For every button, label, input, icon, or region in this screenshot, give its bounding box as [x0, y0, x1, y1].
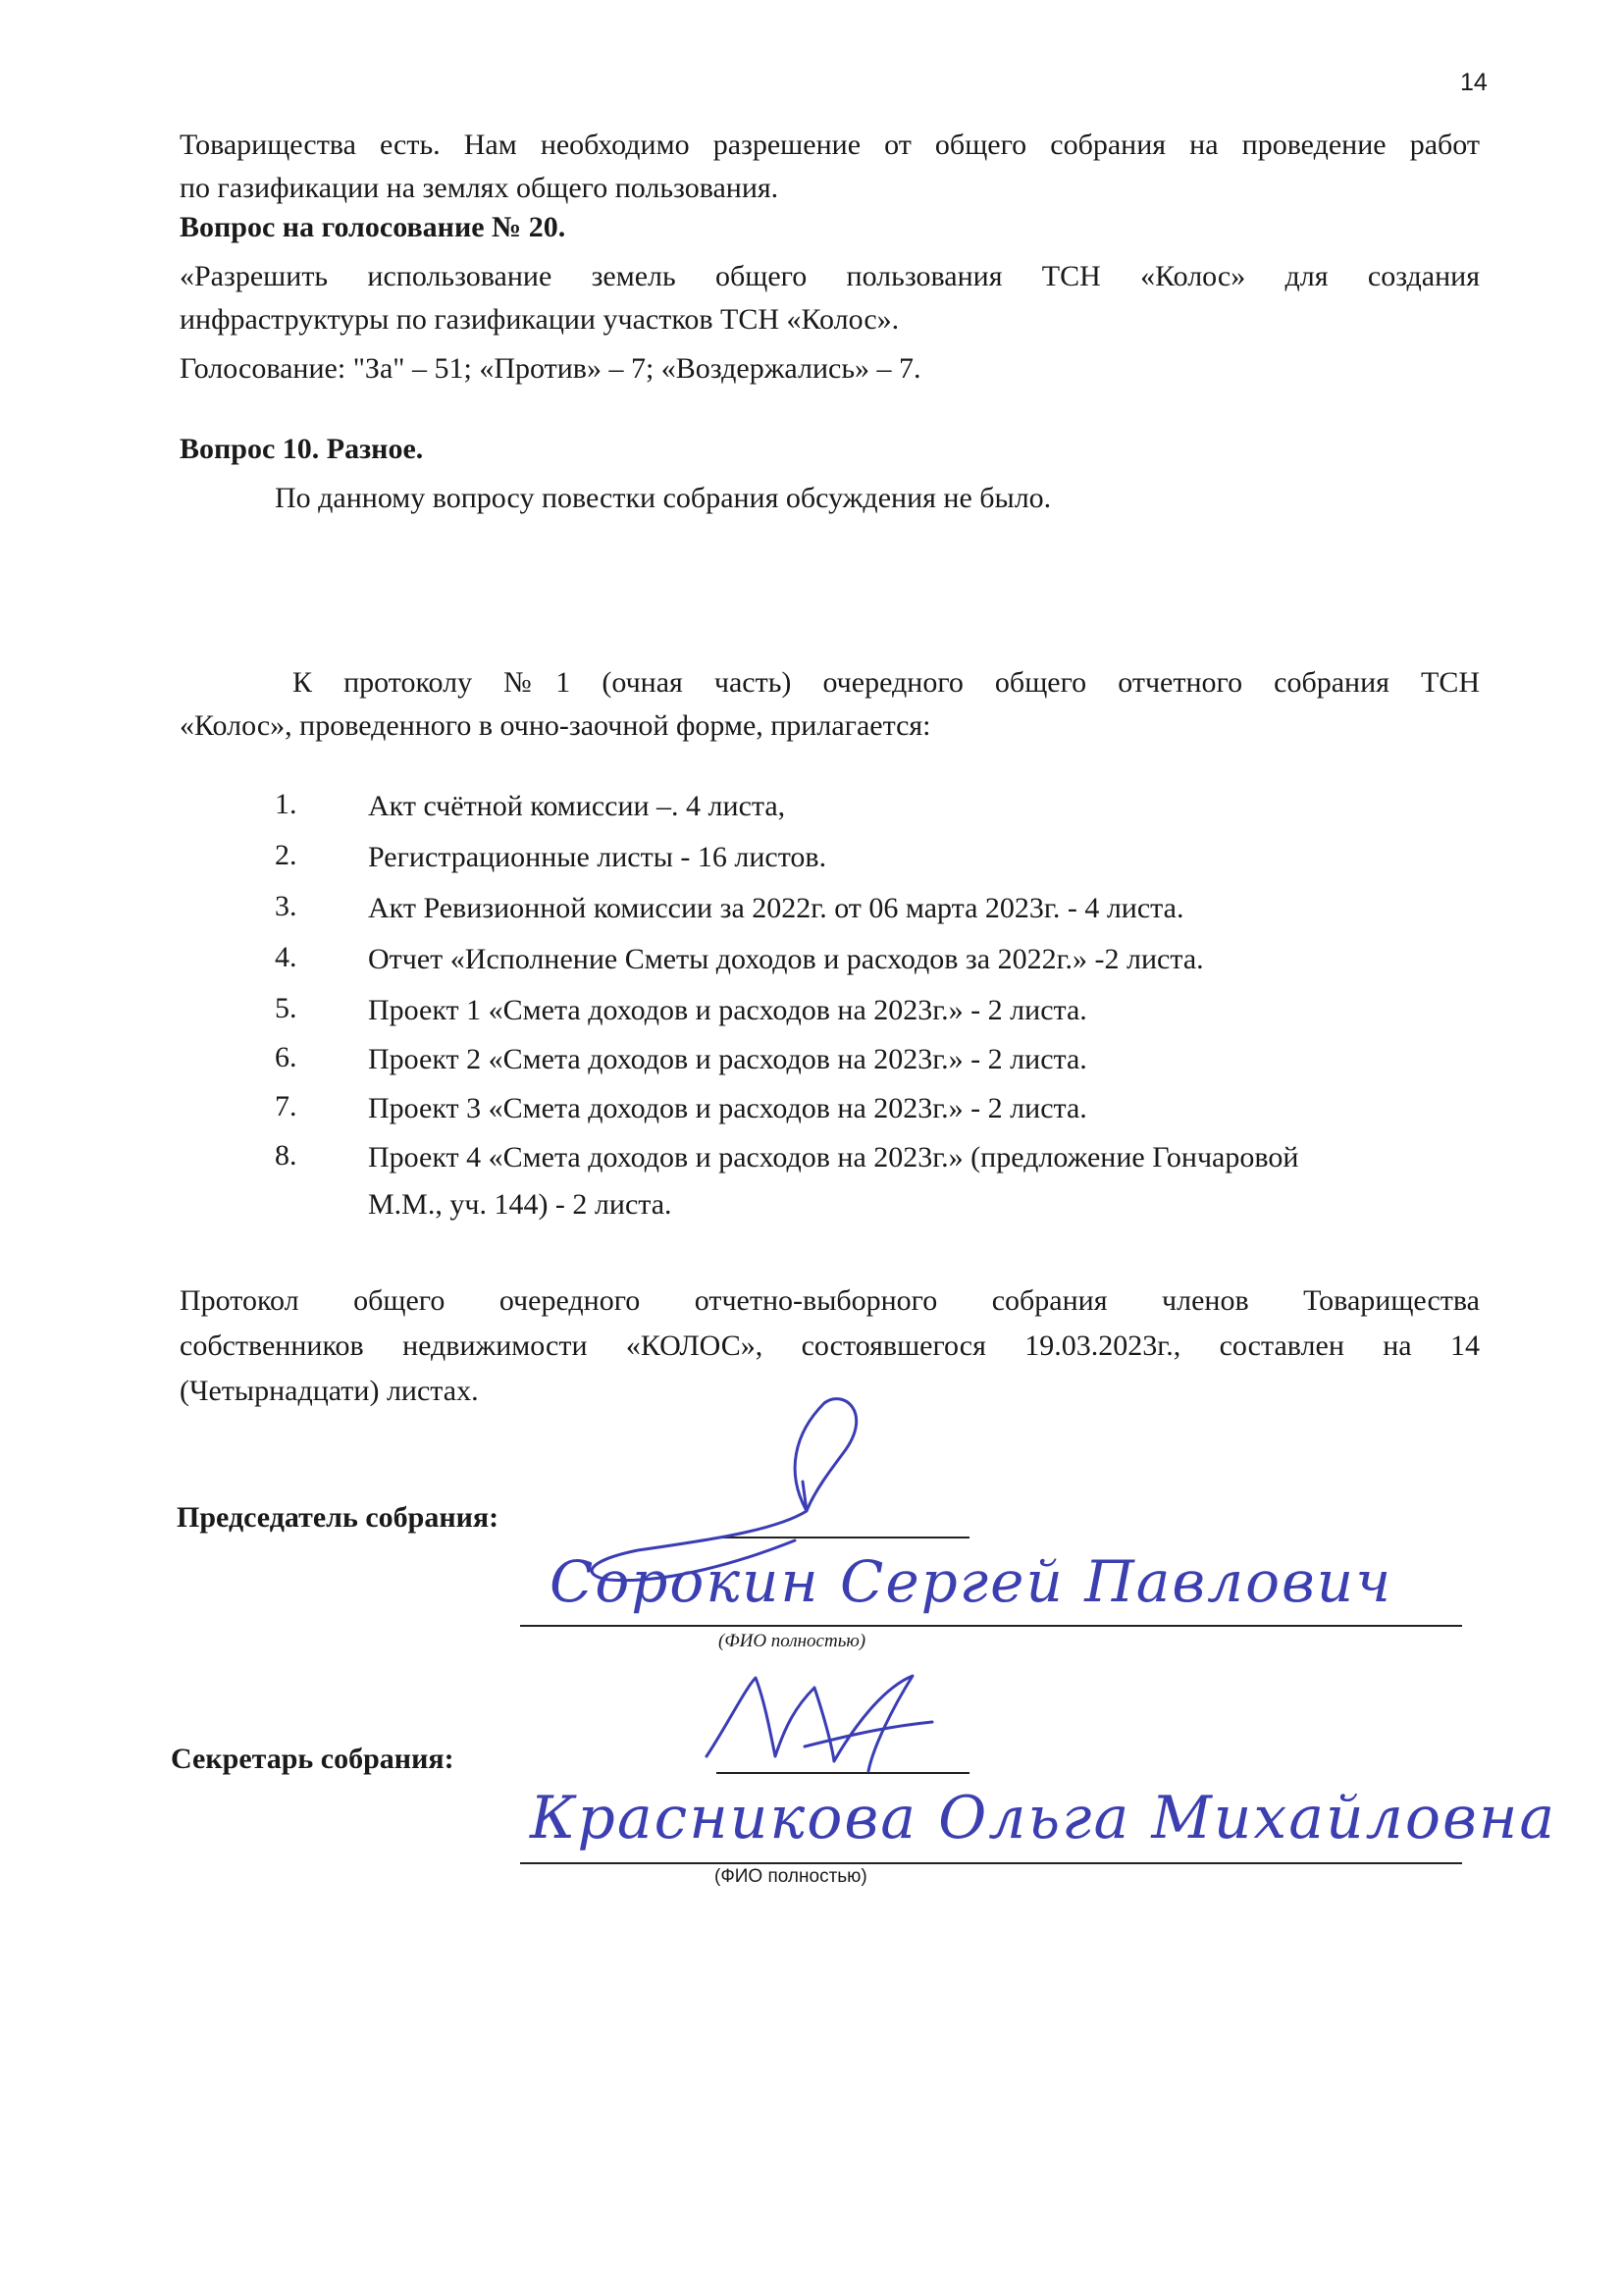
list-item-number: 1.	[275, 788, 297, 820]
secretary-label: Секретарь собрания:	[171, 1743, 454, 1775]
chairman-label: Председатель собрания:	[177, 1501, 499, 1534]
vote-20-line-2: инфраструктуры по газификации участков ТСН «Колос».	[180, 303, 900, 336]
list-item-number: 3.	[275, 890, 297, 922]
paragraph-top-line-2: по газификации на землях общего пользования.	[180, 172, 779, 204]
secretary-handwritten-name: Красникова Ольга Михайловна	[530, 1784, 1557, 1852]
attachments-intro-line-1: К протоколу №1 (очная часть) очередного общего отчетного собрания ТСН	[292, 666, 1480, 699]
list-item: Отчет «Исполнение Сметы доходов и расходов за 2022г.» -2 листа.	[368, 943, 1204, 975]
vote-20-heading: Вопрос на голосование № 20.	[180, 211, 566, 243]
chairman-name-rule	[520, 1625, 1462, 1627]
chairman-handwritten-name: Сорокин Сергей Павлович	[550, 1548, 1393, 1615]
question-10-heading: Вопрос 10. Разное.	[180, 433, 424, 465]
paragraph-top-line-1: Товарищества есть. Нам необходимо разрешение от общего собрания на проведение работ	[180, 129, 1480, 161]
list-item-number: 2.	[275, 839, 297, 871]
list-item: Регистрационные листы - 16 листов.	[368, 841, 827, 873]
list-item-number: 4.	[275, 941, 297, 973]
list-item-number: 8.	[275, 1139, 297, 1172]
list-item: Проект 3 «Смета доходов и расходов на 2023г.» - 2 листа.	[368, 1092, 1087, 1124]
secretary-name-caption: (ФИО полностью)	[714, 1866, 867, 1887]
page-number: 14	[1460, 69, 1488, 96]
chairman-name-caption: (ФИО полностью)	[718, 1631, 866, 1651]
closing-line-1: Протокол общего очередного отчетно-выборного собрания членов Товарищества	[180, 1284, 1480, 1317]
list-item-continuation: М.М., уч. 144) - 2 листа.	[368, 1188, 672, 1221]
closing-line-2: собственников недвижимости «КОЛОС», состоявшегося 19.03.2023г., составлен на 14	[180, 1329, 1480, 1362]
vote-20-line-1: «Разрешить использование земель общего пользования ТСН «Колос» для создания	[180, 260, 1480, 292]
closing-line-3: (Четырнадцати) листах.	[180, 1375, 479, 1407]
secretary-signature-icon	[687, 1668, 1001, 1786]
list-item-number: 5.	[275, 992, 297, 1024]
secretary-name-rule	[520, 1862, 1462, 1864]
list-item: Проект 4 «Смета доходов и расходов на 2023г.» (предложение Гончаровой	[368, 1141, 1299, 1173]
list-item: Проект 2 «Смета доходов и расходов на 2023г.» - 2 листа.	[368, 1043, 1087, 1075]
vote-20-result: Голосование: "За" – 51; «Против» – 7; «Воздержались» – 7.	[180, 352, 921, 385]
list-item: Проект 1 «Смета доходов и расходов на 2023г.» - 2 листа.	[368, 994, 1087, 1026]
list-item-number: 6.	[275, 1041, 297, 1073]
question-10-text: По данному вопросу повестки собрания обсуждения не было.	[275, 482, 1052, 514]
list-item: Акт счётной комиссии –. 4 листа,	[368, 790, 786, 822]
list-item: Акт Ревизионной комиссии за 2022г. от 06 марта 2023г. - 4 листа.	[368, 892, 1184, 924]
attachments-intro-line-2: «Колос», проведенного в очно-заочной форме, прилагается:	[180, 709, 931, 742]
list-item-number: 7.	[275, 1090, 297, 1122]
